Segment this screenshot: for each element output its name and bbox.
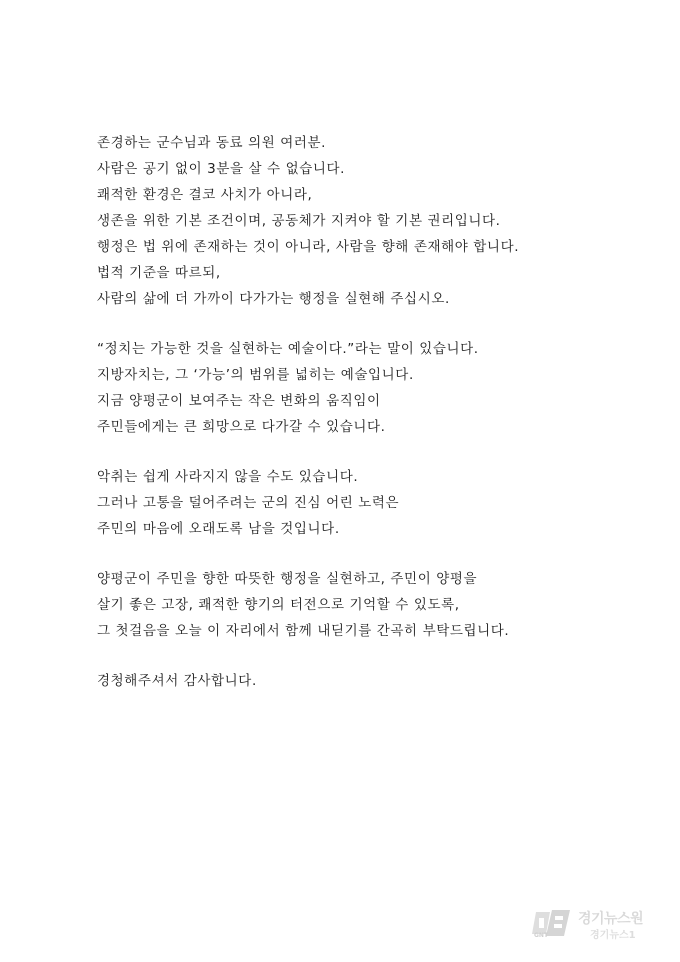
gnt-logo-icon [530, 908, 576, 938]
text-line: 주민들에게는 큰 희망으로 다가갈 수 있습니다. [97, 419, 386, 435]
paragraph-4 [97, 566, 657, 644]
text-line: 존경하는 군수님과 동료 의원 여러분. [97, 135, 327, 151]
text-line: 그 첫걸음을 오늘 이 자리에서 함께 내딛기를 간곡히 부탁드립니다. [97, 623, 510, 639]
text-line: 생존을 위한 기본 조건이며, 공동체가 지켜야 할 기본 권리입니다. [97, 213, 501, 229]
paragraph-3 [97, 464, 657, 542]
text-line: 지금 양평군이 보여주는 작은 변화의 움직임이 [97, 393, 381, 409]
text-line: 지방자치는, 그 ‘가능’의 범위를 넓히는 예술입니다. [97, 367, 414, 383]
text-line: 악취는 쉽게 사라지지 않을 수도 있습니다. [97, 469, 359, 485]
paragraph-gap [97, 440, 657, 464]
paragraph-2 [97, 336, 657, 440]
text-line: 사람은 공기 없이 3분을 살 수 없습니다. [97, 161, 346, 177]
watermark-name: 경기뉴스원 [578, 911, 644, 927]
text-line: 행정은 법 위에 존재하는 것이 아니라, 사람을 향해 존재해야 합니다. [97, 239, 520, 255]
watermark-subtitle: 경기뉴스1 [590, 930, 636, 941]
speech-body [97, 130, 657, 694]
text-line: 그러나 고통을 덜어주려는 군의 진심 어린 노력은 [97, 495, 400, 511]
text-line: 살기 좋은 고장, 쾌적한 향기의 터전으로 기억할 수 있도록, [97, 597, 460, 613]
text-line: 사람의 삶에 더 가까이 다가가는 행정을 실현해 주십시오. [97, 291, 450, 307]
paragraph-5 [97, 668, 657, 694]
text-line: 주민의 마음에 오래도록 남을 것입니다. [97, 521, 340, 537]
text-line: 쾌적한 환경은 결코 사치가 아니라, [97, 187, 313, 203]
text-line: 경청해주셔서 감사합니다. [97, 673, 257, 689]
svg-text:GNT: GNT [534, 932, 549, 938]
paragraph-gap [97, 644, 657, 668]
text-line: 양평군이 주민을 향한 따뜻한 행정을 실현하고, 주민이 양평을 [97, 571, 478, 587]
text-line: “정치는 가능한 것을 실현하는 예술이다.”라는 말이 있습니다. [97, 341, 479, 357]
paragraph-gap [97, 312, 657, 336]
paragraph-gap [97, 542, 657, 566]
paragraph-1 [97, 130, 657, 312]
text-line: 법적 기준을 따르되, [97, 265, 221, 281]
news-watermark [530, 906, 662, 940]
